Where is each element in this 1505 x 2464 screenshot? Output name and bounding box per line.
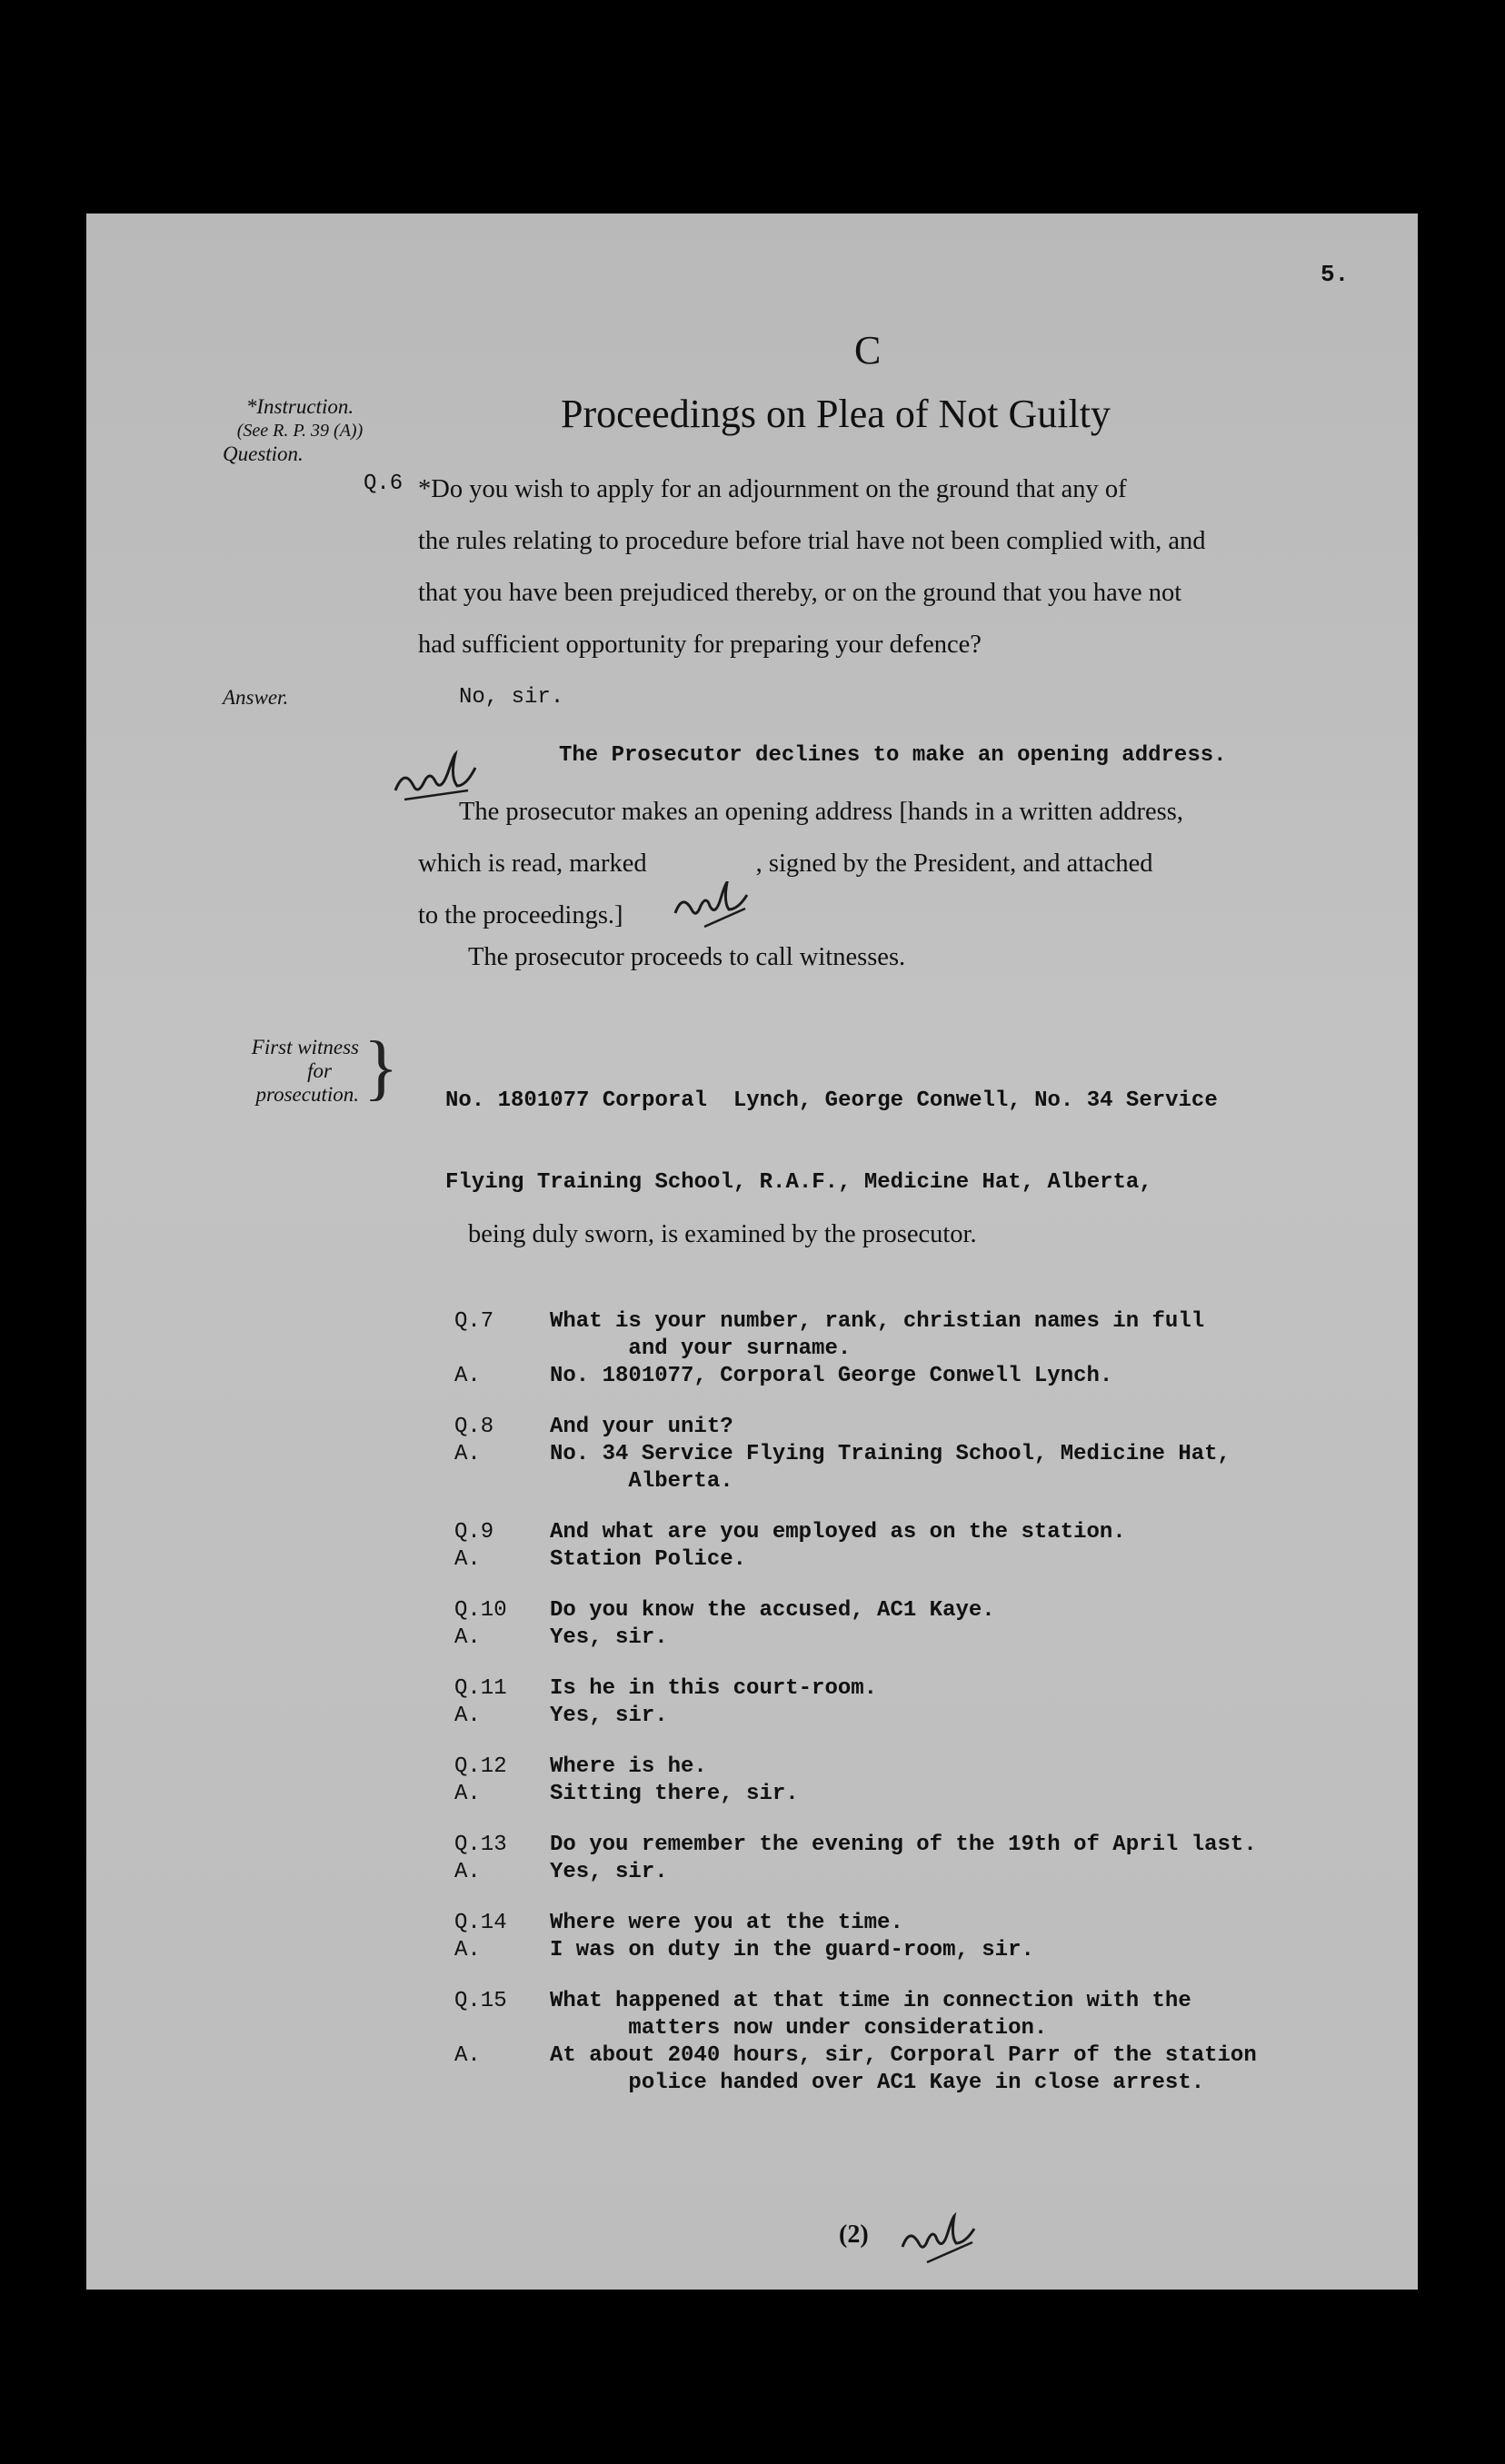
- qa-label: A.: [454, 2043, 481, 2068]
- qa-line: matters now under consideration.: [550, 2016, 1048, 2041]
- question-row: [454, 1519, 1409, 1546]
- qa-label: A.: [454, 1625, 481, 1650]
- answer-row: [454, 1624, 1409, 1652]
- answer-row: [454, 2042, 1409, 2097]
- qa-line: Station Police.: [550, 1547, 747, 1572]
- initials-signature-3: [895, 2212, 986, 2267]
- footer-page-marker: (2): [839, 2221, 869, 2249]
- qa-label: A.: [454, 1704, 481, 1728]
- document-page: [86, 214, 1418, 2290]
- qa-text: [550, 1937, 1034, 1964]
- qa-text: [550, 1441, 1231, 1495]
- answer-row: [454, 1441, 1409, 1495]
- qa-text: [550, 1781, 799, 1808]
- qa-line: I was on duty in the guard-room, sir.: [550, 1938, 1034, 1962]
- qa-text: [550, 1675, 877, 1703]
- qa-line: Where were you at the time.: [550, 1911, 903, 1935]
- qa-label: A.: [454, 1860, 481, 1884]
- question-row: [454, 1675, 1409, 1703]
- question-row: [454, 1754, 1409, 1781]
- q6-label: Q.6: [364, 472, 404, 496]
- rp-reference: (See R. P. 39 (A)): [236, 421, 364, 441]
- page-title: Proceedings on Plea of Not Guilty: [561, 392, 1111, 436]
- qa-label: Q.8: [454, 1415, 494, 1439]
- qa-label: Q.14: [454, 1911, 507, 1935]
- opening-line-3: to the proceedings.]: [418, 901, 623, 929]
- answer-row: [454, 1781, 1409, 1808]
- q6-question-cont: [418, 515, 1418, 671]
- duly-sworn: being duly sworn, is examined by the prosecutor.: [468, 1220, 977, 1248]
- opening-line-2: [418, 838, 1418, 889]
- opening-line-2a: which is read, marked: [418, 849, 647, 878]
- question-row: [454, 1910, 1409, 1937]
- answer-row: [454, 1546, 1409, 1574]
- qa-block: [454, 1308, 1409, 2097]
- instruction-label: *Instruction.: [245, 395, 354, 418]
- q6-question: [418, 463, 1418, 515]
- question-row: [454, 1308, 1409, 1363]
- answer-row: [454, 1937, 1409, 1964]
- qa-label: Q.11: [454, 1676, 507, 1701]
- section-letter: C: [854, 328, 882, 373]
- qa-text: [550, 1363, 1112, 1390]
- question-row: [454, 1597, 1409, 1624]
- brace-icon: }: [364, 1028, 399, 1108]
- qa-line: What is your number, rank, christian names in full: [550, 1309, 1205, 1334]
- qa-text: [550, 1703, 668, 1730]
- qa-text: [550, 1754, 707, 1781]
- qa-label: A.: [454, 1442, 481, 1466]
- qa-line: Yes, sir.: [550, 1625, 668, 1650]
- qa-text: [550, 1832, 1257, 1859]
- qa-label: Q.10: [454, 1598, 507, 1623]
- qa-text: [550, 1519, 1126, 1546]
- qa-line: Sitting there, sir.: [550, 1782, 799, 1806]
- question-row: [454, 1832, 1409, 1859]
- qa-label: A.: [454, 1782, 481, 1806]
- first-witness-line: for: [307, 1059, 332, 1082]
- qa-line: What happened at that time in connection with the: [550, 1989, 1191, 2013]
- qa-line: Do you remember the evening of the 19th of April last.: [550, 1833, 1257, 1857]
- question-row: [454, 1988, 1409, 2042]
- q6-line: that you have been prejudiced thereby, or on the ground that you have not: [418, 579, 1182, 607]
- first-witness-line: First witness: [251, 1036, 359, 1058]
- qa-text: [550, 1859, 668, 1886]
- qa-line: And what are you employed as on the station.: [550, 1520, 1126, 1545]
- qa-line: And your unit?: [550, 1415, 733, 1439]
- qa-text: [550, 1624, 668, 1652]
- qa-line: Yes, sir.: [550, 1860, 668, 1884]
- witness-line-2: Flying Training School, R.A.F., Medicine Hat, Alberta,: [445, 1170, 1152, 1195]
- opening-line-1: The prosecutor makes an opening address [hands in a written address,: [459, 798, 1183, 826]
- qa-text: [550, 2042, 1257, 2097]
- opening-address: [418, 786, 1418, 941]
- initials-signature-2: [668, 881, 759, 936]
- margin-note-instruction: [223, 395, 377, 466]
- qa-line: Do you know the accused, AC1 Kaye.: [550, 1598, 995, 1623]
- qa-text: [550, 1910, 903, 1937]
- qa-label: Q.12: [454, 1754, 507, 1779]
- qa-label: A.: [454, 1547, 481, 1572]
- answer-row: [454, 1703, 1409, 1730]
- qa-line: No. 34 Service Flying Training School, Medicine Hat,: [550, 1442, 1231, 1466]
- qa-label: A.: [454, 1938, 481, 1962]
- qa-line: No. 1801077, Corporal George Conwell Lynch.: [550, 1364, 1113, 1388]
- margin-note-first-witness: [214, 1036, 359, 1107]
- witness-line-1: No. 1801077 Corporal Lynch, George Conwell, No. 34 Service: [445, 1088, 1218, 1113]
- qa-label: Q.9: [454, 1520, 494, 1545]
- q6-line: the rules relating to procedure before trial have not been complied with, and: [418, 527, 1206, 555]
- answer-label: Answer.: [223, 686, 289, 709]
- qa-line: Where is he.: [550, 1754, 707, 1779]
- qa-line: Yes, sir.: [550, 1704, 668, 1728]
- first-witness-line: prosecution.: [255, 1083, 359, 1106]
- qa-line: Is he in this court-room.: [550, 1676, 878, 1701]
- qa-line: and your surname.: [550, 1336, 852, 1361]
- proceeds-to-call: The prosecutor proceeds to call witnesses.: [468, 943, 906, 971]
- qa-line: At about 2040 hours, sir, Corporal Parr of the station: [550, 2043, 1257, 2068]
- q6-answer: No, sir.: [459, 685, 564, 710]
- qa-text: [550, 1546, 746, 1574]
- answer-row: [454, 1859, 1409, 1886]
- q6-line: had sufficient opportunity for preparing your defence?: [418, 631, 982, 659]
- qa-line: Alberta.: [550, 1469, 733, 1494]
- qa-label: A.: [454, 1364, 481, 1388]
- page-number: 5.: [1321, 261, 1350, 288]
- qa-label: Q.7: [454, 1309, 494, 1334]
- question-label: Question.: [223, 442, 304, 465]
- qa-text: [550, 1597, 995, 1624]
- qa-line: police handed over AC1 Kaye in close arrest.: [550, 2071, 1205, 2095]
- qa-text: [550, 1414, 733, 1441]
- qa-label: Q.13: [454, 1833, 507, 1857]
- opening-line-2b: , signed by the President, and attached: [755, 849, 1153, 878]
- q6-line: *Do you wish to apply for an adjournment on the ground that any of: [418, 475, 1127, 503]
- qa-label: Q.15: [454, 1989, 507, 2013]
- answer-row: [454, 1363, 1409, 1390]
- qa-text: [550, 1988, 1191, 2042]
- qa-text: [550, 1308, 1204, 1363]
- prosecutor-declines: The Prosecutor declines to make an opening address.: [559, 743, 1227, 768]
- question-row: [454, 1414, 1409, 1441]
